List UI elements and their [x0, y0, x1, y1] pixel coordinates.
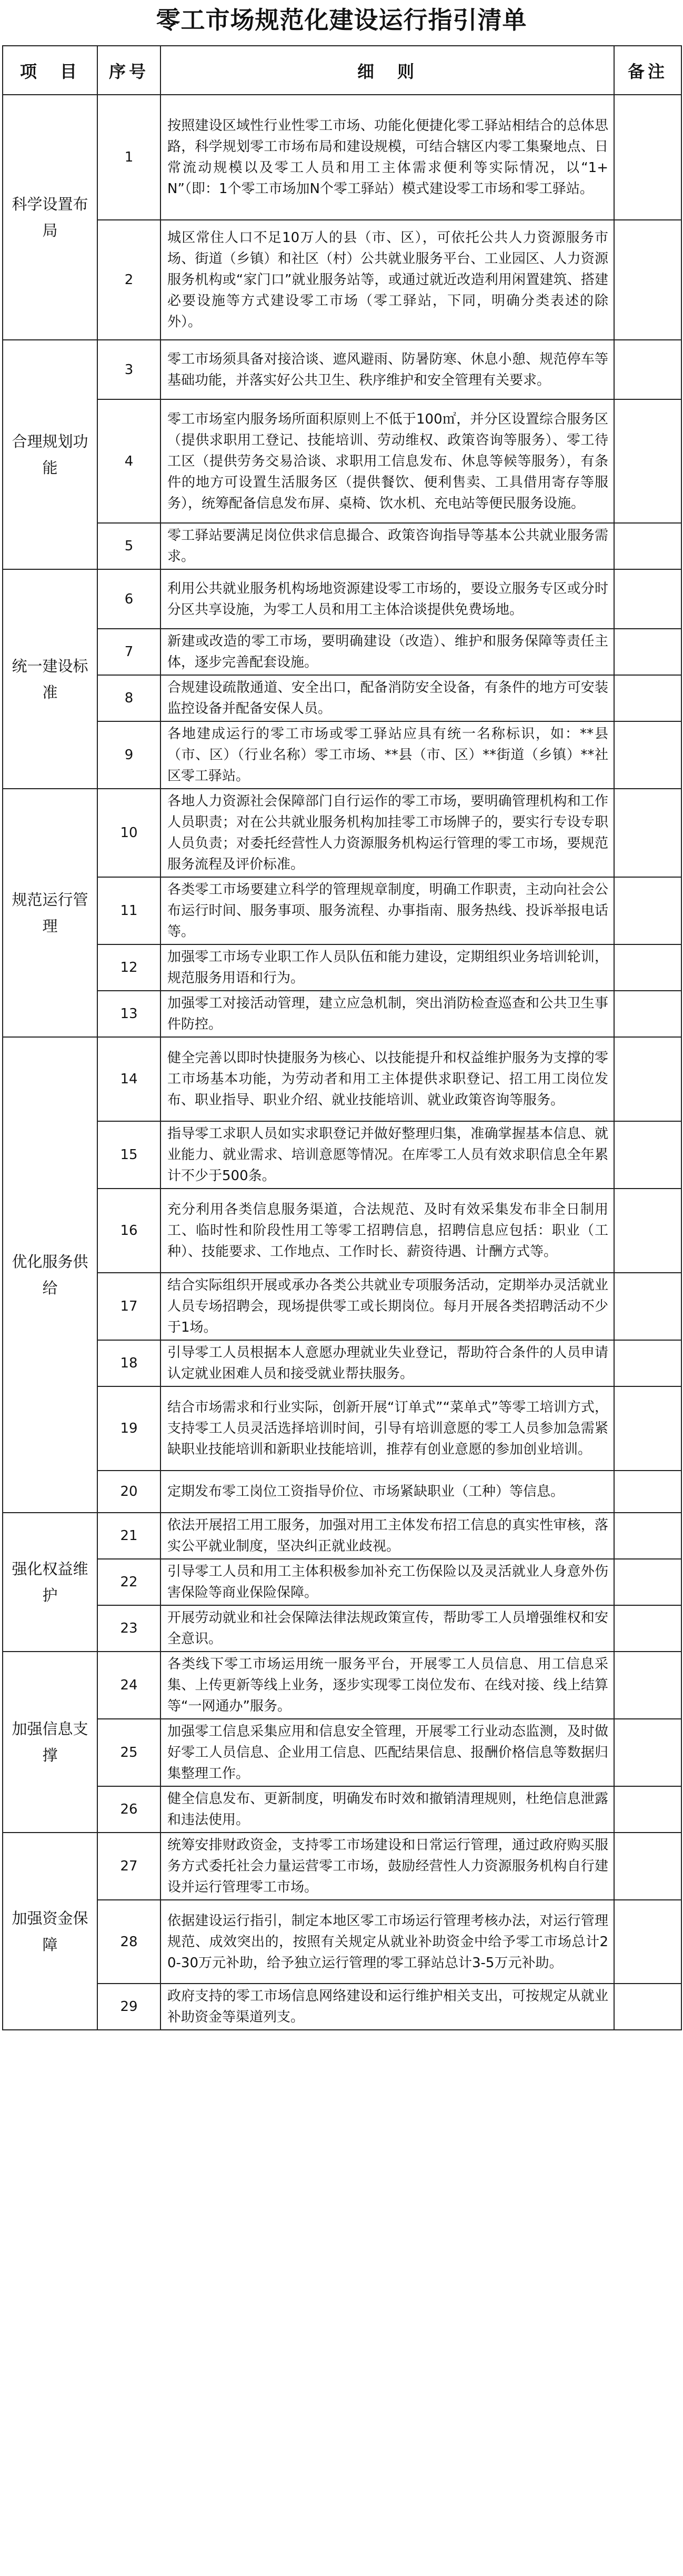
row-remark — [614, 1037, 681, 1121]
row-number: 24 — [97, 1652, 160, 1719]
row-remark — [614, 1719, 681, 1786]
table-row — [3, 523, 681, 569]
row-remark — [614, 1340, 681, 1386]
row-number: 4 — [97, 399, 160, 523]
row-detail: 引导零工人员根据本人意愿办理就业失业登记，帮助符合条件的人员申请认定就业困难人员和接受就业帮扶服务。 — [160, 1340, 614, 1386]
row-detail: 定期发布零工岗位工资指导价位、市场紧缺职业（工种）等信息。 — [160, 1471, 614, 1513]
row-remark — [614, 399, 681, 523]
row-remark — [614, 877, 681, 944]
row-number: 6 — [97, 569, 160, 629]
row-number: 10 — [97, 789, 160, 877]
document-title: 零工市场规范化建设运行指引清单 — [156, 6, 527, 34]
category-cell — [3, 1652, 97, 1833]
row-number: 14 — [97, 1037, 160, 1121]
table-row — [3, 1340, 681, 1386]
row-detail: 结合市场需求和行业实际，创新开展“订单式”“菜单式”等零工培训方式，支持零工人员灵活选择培训时间，引导有培训意愿的零工人员参加急需紧缺职业技能培训和新职业技能培训，推荐有创业意愿的参加创业培训。 — [160, 1386, 614, 1471]
row-number: 3 — [97, 340, 160, 399]
table-body — [3, 95, 681, 2030]
row-remark — [614, 789, 681, 877]
category-cell — [3, 95, 97, 340]
row-number: 8 — [97, 675, 160, 721]
row-detail: 各类线下零工市场运用统一服务平台，开展零工人员信息、用工信息采集、上传更新等线上业务，逐步实现零工岗位发布、在线对接、线上结算等“一网通办”服务。 — [160, 1652, 614, 1719]
checklist-table — [2, 45, 682, 2030]
category-label: 科学设置布局 — [12, 195, 88, 239]
row-detail: 依法开展招工用工服务，加强对用工主体发布招工信息的真实性审核，落实公平就业制度，坚决纠正就业歧视。 — [160, 1513, 614, 1559]
row-remark — [614, 340, 681, 399]
row-detail: 政府支持的零工市场信息网络建设和运行维护相关支出，可按规定从就业补助资金等渠道列支。 — [160, 1984, 614, 2030]
table-row — [3, 1786, 681, 1833]
row-remark — [614, 1833, 681, 1900]
category-label: 合理规划功能 — [12, 432, 88, 477]
row-detail: 依据建设运行指引，制定本地区零工市场运行管理考核办法，对运行管理规范、成效突出的，按照有关规定从就业补助资金中给予零工市场总计20-30万元补助，给予独立运行管理的零工驿站总计3-5万元补助。 — [160, 1900, 614, 1984]
row-number: 20 — [97, 1471, 160, 1513]
row-number: 1 — [97, 95, 160, 220]
category-label: 加强信息支撑 — [12, 1720, 88, 1764]
row-detail: 加强零工市场专业职工作人员队伍和能力建设，定期组织业务培训轮训，规范服务用语和行为。 — [160, 944, 614, 991]
table-row — [3, 629, 681, 675]
category-label: 规范运行管理 — [12, 891, 88, 935]
category-cell — [3, 340, 97, 569]
header-remark: 备注 — [614, 46, 681, 95]
header-detail: 细 则 — [160, 46, 614, 95]
row-number: 7 — [97, 629, 160, 675]
row-remark — [614, 1471, 681, 1513]
row-remark — [614, 1121, 681, 1189]
row-remark — [614, 1386, 681, 1471]
table-row — [3, 877, 681, 944]
row-detail: 健全完善以即时快捷服务为核心、以技能提升和权益维护服务为支撑的零工市场基本功能，为劳动者和用工主体提供求职登记、招工用工岗位发布、职业指导、职业介绍、就业技能培训、就业政策咨询等服务。 — [160, 1037, 614, 1121]
category-label: 加强资金保障 — [12, 1909, 88, 1954]
table-row — [3, 1513, 681, 1559]
row-detail: 统筹安排财政资金，支持零工市场建设和日常运行管理，通过政府购买服务方式委托社会力量运营零工市场，鼓励经营性人力资源服务机构自行建设并运行管理零工市场。 — [160, 1833, 614, 1900]
table-row — [3, 1652, 681, 1719]
table-row — [3, 1273, 681, 1340]
row-remark — [614, 1189, 681, 1273]
table-row — [3, 340, 681, 399]
row-detail: 指导零工求职人员如实求职登记并做好整理归集，准确掌握基本信息、就业能力、就业需求、培训意愿等情况。在库零工人员有效求职信息全年累计不少于500条。 — [160, 1121, 614, 1189]
table-row — [3, 1189, 681, 1273]
category-cell — [3, 569, 97, 789]
row-remark — [614, 1984, 681, 2030]
table-row — [3, 1386, 681, 1471]
table-row — [3, 569, 681, 629]
row-detail: 加强零工信息采集应用和信息安全管理，开展零工行业动态监测，及时做好零工人员信息、企业用工信息、匹配结果信息、报酬价格信息等数据归集整理工作。 — [160, 1719, 614, 1786]
row-number: 5 — [97, 523, 160, 569]
category-cell — [3, 1833, 97, 2030]
row-number: 22 — [97, 1559, 160, 1605]
category-label: 强化权益维护 — [12, 1560, 88, 1604]
row-number: 29 — [97, 1984, 160, 2030]
row-remark — [614, 675, 681, 721]
table-row — [3, 675, 681, 721]
row-number: 28 — [97, 1900, 160, 1984]
row-detail: 利用公共就业服务机构场地资源建设零工市场的，要设立服务专区或分时分区共享设施，为零工人员和用工主体洽谈提供免费场地。 — [160, 569, 614, 629]
table-row — [3, 1900, 681, 1984]
row-number: 15 — [97, 1121, 160, 1189]
row-remark — [614, 220, 681, 340]
row-detail: 健全信息发布、更新制度，明确发布时效和撤销清理规则，杜绝信息泄露和违法使用。 — [160, 1786, 614, 1833]
table-row — [3, 1037, 681, 1121]
row-number: 25 — [97, 1719, 160, 1786]
row-remark — [614, 721, 681, 789]
row-number: 27 — [97, 1833, 160, 1900]
table-row — [3, 1719, 681, 1786]
row-detail: 开展劳动就业和社会保障法律法规政策宣传，帮助零工人员增强维权和安全意识。 — [160, 1605, 614, 1652]
table-row — [3, 789, 681, 877]
row-detail: 结合实际组织开展或承办各类公共就业专项服务活动，定期举办灵活就业人员专场招聘会，现场提供零工或长期岗位。每月开展各类招聘活动不少于1场。 — [160, 1273, 614, 1340]
row-remark — [614, 1786, 681, 1833]
header-number: 序号 — [97, 46, 160, 95]
row-detail: 各地建成运行的零工市场或零工驿站应具有统一名称标识，如：**县（市、区）（行业名称）零工市场、**县（市、区）**街道（乡镇）**社区零工驿站。 — [160, 721, 614, 789]
table-row — [3, 721, 681, 789]
row-detail: 引导零工人员和用工主体积极参加补充工伤保险以及灵活就业人身意外伤害保险等商业保险保障。 — [160, 1559, 614, 1605]
row-detail: 零工市场须具备对接洽谈、遮风避雨、防暑防寒、休息小憩、规范停车等基础功能，并落实好公共卫生、秩序维护和安全管理有关要求。 — [160, 340, 614, 399]
row-number: 17 — [97, 1273, 160, 1340]
row-number: 9 — [97, 721, 160, 789]
row-detail: 城区常住人口不足10万人的县（市、区），可依托公共人力资源服务市场、街道（乡镇）和社区（村）公共就业服务平台、工业园区、人力资源服务机构或“家门口”就业服务站等，或通过就近改造利用闲置建筑、搭建必要设施等方式建设零工市场（零工驿站，下同，明确分类表述的除外）。 — [160, 220, 614, 340]
row-number: 26 — [97, 1786, 160, 1833]
row-detail: 加强零工对接活动管理，建立应急机制，突出消防检查巡查和公共卫生事件防控。 — [160, 991, 614, 1037]
table-row — [3, 95, 681, 220]
row-number: 16 — [97, 1189, 160, 1273]
row-remark — [614, 629, 681, 675]
row-number: 12 — [97, 944, 160, 991]
row-number: 13 — [97, 991, 160, 1037]
row-detail: 新建或改造的零工市场，要明确建设（改造）、维护和服务保障等责任主体，逐步完善配套设施。 — [160, 629, 614, 675]
row-remark — [614, 1513, 681, 1559]
row-detail: 零工市场室内服务场所面积原则上不低于100㎡，并分区设置综合服务区（提供求职用工登记、技能培训、劳动维权、政策咨询等服务）、零工待工区（提供劳务交易洽谈、求职用工信息发布、休息等候等服务），有条件的地方可设置生活服务区（提供餐饮、便利售卖、工具借用寄存等服务），统筹配备信息发布屏、桌椅、饮水机、充电站等便民服务设施。 — [160, 399, 614, 523]
category-cell — [3, 789, 97, 1037]
category-cell — [3, 1513, 97, 1652]
row-number: 21 — [97, 1513, 160, 1559]
row-remark — [614, 1605, 681, 1652]
category-label: 优化服务供给 — [12, 1253, 88, 1297]
row-remark — [614, 1652, 681, 1719]
row-remark — [614, 95, 681, 220]
row-remark — [614, 991, 681, 1037]
table-row — [3, 991, 681, 1037]
table-row — [3, 1471, 681, 1513]
row-number: 11 — [97, 877, 160, 944]
row-remark — [614, 1559, 681, 1605]
row-remark — [614, 523, 681, 569]
row-detail: 按照建设区域性行业性零工市场、功能化便捷化零工驿站相结合的总体思路，科学规划零工市场布局和建设规模，可结合辖区内零工集聚地点、日常流动规模以及零工人员和用工主体需求便利等实际情况，以“1+N”（即：1个零工市场加N个零工驿站）模式建设零工市场和零工驿站。 — [160, 95, 614, 220]
table-row — [3, 1833, 681, 1900]
row-detail: 合规建设疏散通道、安全出口，配备消防安全设备，有条件的地方可安装监控设备并配备安保人员。 — [160, 675, 614, 721]
row-remark — [614, 1900, 681, 1984]
header-category: 项 目 — [3, 46, 97, 95]
table-row — [3, 1121, 681, 1189]
row-remark — [614, 1273, 681, 1340]
category-label: 统一建设标准 — [12, 657, 88, 701]
row-detail: 零工驿站要满足岗位供求信息撮合、政策咨询指导等基本公共就业服务需求。 — [160, 523, 614, 569]
table-row — [3, 1559, 681, 1605]
row-remark — [614, 569, 681, 629]
row-number: 2 — [97, 220, 160, 340]
row-number: 23 — [97, 1605, 160, 1652]
row-detail: 充分利用各类信息服务渠道，合法规范、及时有效采集发布非全日制用工、临时性和阶段性用工等零工招聘信息，招聘信息应包括：职业（工种）、技能要求、工作地点、工作时长、薪资待遇、计酬方式等。 — [160, 1189, 614, 1273]
table-row — [3, 1605, 681, 1652]
table-row — [3, 944, 681, 991]
table-row — [3, 1984, 681, 2030]
header-row — [3, 46, 681, 95]
table-row — [3, 220, 681, 340]
row-detail: 各类零工市场要建立科学的管理规章制度，明确工作职责，主动向社会公布运行时间、服务事项、服务流程、办事指南、服务热线、投诉举报电话等。 — [160, 877, 614, 944]
table-row — [3, 399, 681, 523]
row-detail: 各地人力资源社会保障部门自行运作的零工市场，要明确管理机构和工作人员职责；对在公共就业服务机构加挂零工市场牌子的，要实行专设专职人员负责；对委托经营性人力资源服务机构运行管理的零工市场，要规范服务流程及评价标准。 — [160, 789, 614, 877]
row-remark — [614, 944, 681, 991]
row-number: 18 — [97, 1340, 160, 1386]
row-number: 19 — [97, 1386, 160, 1471]
category-cell — [3, 1037, 97, 1513]
